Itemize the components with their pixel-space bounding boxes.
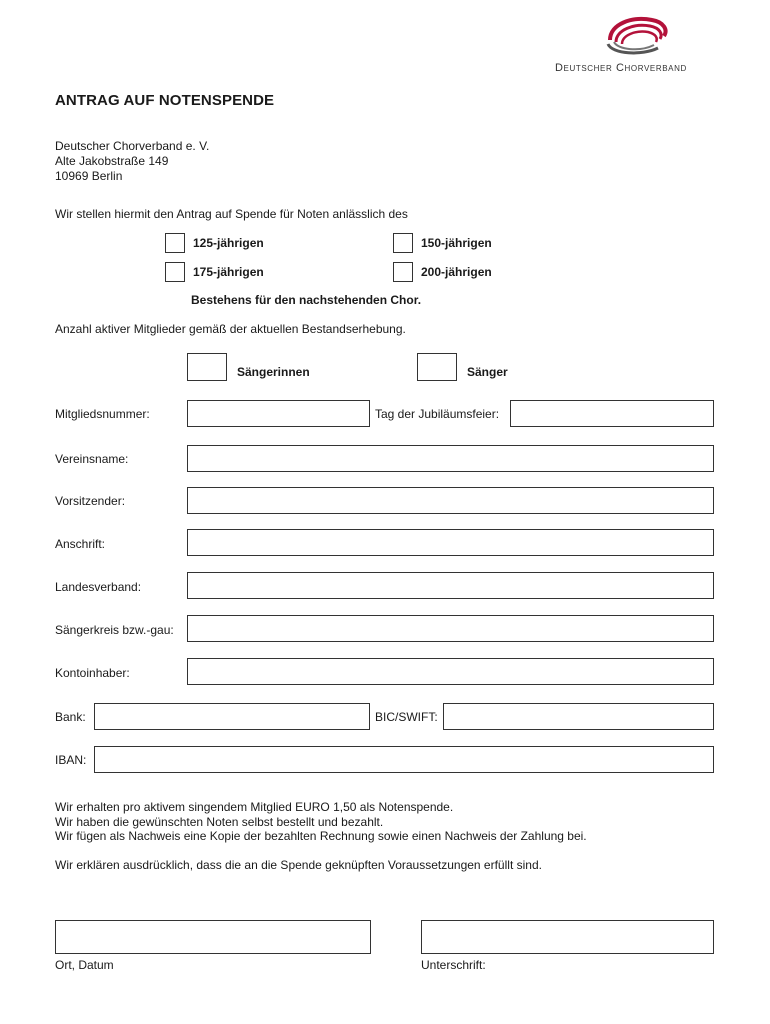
club-name-label: Vereinsname: (55, 452, 129, 466)
jubilee-day-label: Tag der Jubiläumsfeier: (375, 407, 500, 421)
address-input[interactable] (187, 529, 714, 556)
checkbox-125[interactable] (165, 233, 185, 253)
bic-label: BIC/SWIFT: (375, 710, 438, 724)
label-175: 175-jährigen (193, 265, 264, 279)
members-text: Anzahl aktiver Mitglieder gemäß der aktuellen Bestandserhebung. (55, 322, 406, 336)
male-members-input[interactable] (417, 353, 457, 381)
statement-4: Wir erklären ausdrücklich, dass die an die Spende geknüpften Voraussetzungen erfüllt sind. (55, 858, 542, 872)
jubilee-day-input[interactable] (510, 400, 714, 427)
account-holder-input[interactable] (187, 658, 714, 685)
bic-input[interactable] (443, 703, 714, 730)
statement-3: Wir fügen als Nachweis eine Kopie der bezahlten Rechnung sowie einen Nachweis der Zahlung bei. (55, 829, 587, 843)
address-line-1: Deutscher Chorverband e. V. (55, 139, 210, 153)
checkbox-150[interactable] (393, 233, 413, 253)
account-holder-label: Kontoinhaber: (55, 666, 130, 680)
female-members-label: Sängerinnen (237, 365, 310, 379)
label-200: 200-jährigen (421, 265, 492, 279)
address-line-3: 10969 Berlin (55, 169, 123, 183)
address-line-2: Alte Jakobstraße 149 (55, 154, 169, 168)
statement-2: Wir haben die gewünschten Noten selbst bestellt und bezahlt. (55, 815, 384, 829)
signature-input[interactable] (421, 920, 714, 954)
bank-label: Bank: (55, 710, 86, 724)
member-no-input[interactable] (187, 400, 370, 427)
intro-text: Wir stellen hiermit den Antrag auf Spende für Noten anlässlich des (55, 207, 408, 221)
state-assoc-label: Landesverband: (55, 580, 142, 594)
female-members-input[interactable] (187, 353, 227, 381)
signature-label: Unterschrift: (421, 958, 486, 972)
chairman-label: Vorsitzender: (55, 494, 126, 508)
member-no-label: Mitgliedsnummer: (55, 407, 150, 421)
page-title: ANTRAG AUF NOTENSPENDE (55, 92, 275, 109)
logo-text: Deutscher Chorverband (555, 62, 687, 74)
label-125: 125-jährigen (193, 236, 264, 250)
club-name-input[interactable] (187, 445, 714, 472)
bank-input[interactable] (94, 703, 370, 730)
state-assoc-input[interactable] (187, 572, 714, 599)
district-label: Sängerkreis bzw.-gau: (55, 623, 174, 637)
iban-label: IBAN: (55, 753, 87, 767)
male-members-label: Sänger (467, 365, 508, 379)
anniversary-suffix: Bestehens für den nachstehenden Chor. (191, 293, 422, 307)
statement-1: Wir erhalten pro aktivem singendem Mitglied EURO 1,50 als Notenspende. (55, 800, 454, 814)
district-input[interactable] (187, 615, 714, 642)
chairman-input[interactable] (187, 487, 714, 514)
place-date-label: Ort, Datum (55, 958, 114, 972)
checkbox-200[interactable] (393, 262, 413, 282)
label-150: 150-jährigen (421, 236, 492, 250)
iban-input[interactable] (94, 746, 714, 773)
address-label: Anschrift: (55, 537, 106, 551)
chorverband-logo-icon (602, 14, 672, 58)
checkbox-175[interactable] (165, 262, 185, 282)
place-date-input[interactable] (55, 920, 371, 954)
logo (552, 14, 717, 78)
